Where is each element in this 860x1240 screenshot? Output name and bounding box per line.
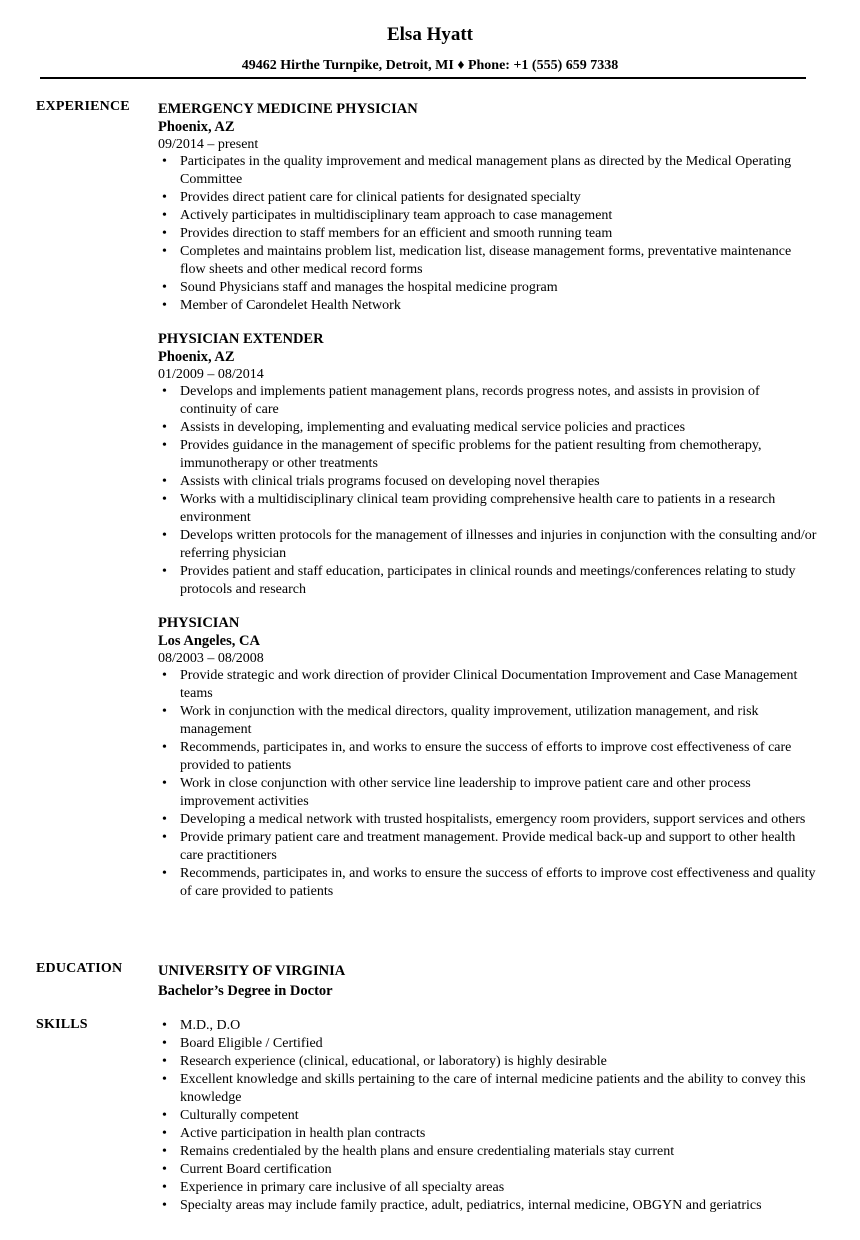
skill-item: • Board Eligible / Certified [158,1035,818,1053]
section-title-education: EDUCATION [36,961,123,976]
job-title: PHYSICIAN [158,615,240,631]
job-bullet-item: • Actively participates in multidisciplinary team approach to case management [158,207,818,225]
education-degree: Bachelor’s Degree in Doctor [158,983,333,999]
job-bullets [158,153,818,315]
section-title-skills: SKILLS [36,1017,88,1032]
job-bullet-item: • Work in conjunction with the medical directors, quality improvement, utilization management, and risk management [158,703,818,739]
job-bullet-item: • Work in close conjunction with other service line leadership to improve patient care and other process improvement activities [158,775,818,811]
job-bullet-item: • Assists with clinical trials programs focused on developing novel therapies [158,473,818,491]
job-bullet-item: • Completes and maintains problem list, medication list, disease management forms, preventative maintenance flow sheets and other medical record forms [158,243,818,279]
candidate-name: Elsa Hyatt [386,24,474,45]
education-entry [158,961,818,1001]
header-divider [40,77,806,79]
skill-item: • Culturally competent [158,1107,818,1125]
job-bullet-item: • Participates in the quality improvement and medical management plans as directed by the Medical Operating Committee [158,153,818,189]
job-dates: 01/2009 – 08/2014 [158,367,264,382]
job-bullet-item: • Sound Physicians staff and manages the hospital medicine program [158,279,818,297]
job-bullet-item: • Member of Carondelet Health Network [158,297,818,315]
skill-item: • Active participation in health plan contracts [158,1125,818,1143]
job-entry [158,99,818,315]
job-entry [158,613,818,901]
job-bullet-item: • Provides guidance in the management of specific problems for the patient resulting from chemotherapy, immunotherapy or other treatments [158,437,818,473]
job-bullet-item: • Provides direction to staff members for an efficient and smooth running team [158,225,818,243]
job-title: EMERGENCY MEDICINE PHYSICIAN [158,101,418,117]
contact-line: 49462 Hirthe Turnpike, Detroit, MI ♦ Phone: +1 (555) 659 7338 [241,58,619,73]
job-location: Phoenix, AZ [158,349,235,365]
skill-item: • Excellent knowledge and skills pertaining to the care of internal medicine patients and the ability to convey this knowledge [158,1071,818,1107]
skill-item: • Current Board certification [158,1161,818,1179]
job-location: Los Angeles, CA [158,633,260,649]
job-bullet-item: • Provide primary patient care and treatment management. Provide medical back-up and support to other health care practitioners [158,829,818,865]
job-bullet-item: • Develops and implements patient management plans, records progress notes, and assists in provision of continuity of care [158,383,818,419]
skills-body [158,1017,818,1215]
job-entry [158,329,818,599]
job-bullet-item: • Provide strategic and work direction of provider Clinical Documentation Improvement and Case Management teams [158,667,818,703]
job-bullet-item: • Recommends, participates in, and works to ensure the success of efforts to improve cost effectiveness of care provided to patients [158,739,818,775]
job-title: PHYSICIAN EXTENDER [158,331,324,347]
job-bullet-item: • Recommends, participates in, and works to ensure the success of efforts to improve cost effectiveness and quality of care provided to patients [158,865,818,901]
section-title-experience: EXPERIENCE [36,99,130,114]
skill-item: • M.D., D.O [158,1017,818,1035]
job-bullets [158,383,818,599]
job-bullet-item: • Develops written protocols for the management of illnesses and injuries in conjunction with the consulting and/or referring physician [158,527,818,563]
job-bullet-item: • Developing a medical network with trusted hospitalists, emergency room providers, support services and others [158,811,818,829]
job-location: Phoenix, AZ [158,119,235,135]
skills-list [158,1017,818,1215]
skill-item: • Remains credentialed by the health plans and ensure credentialing materials stay current [158,1143,818,1161]
experience-list [158,99,818,915]
job-bullet-item: • Provides direct patient care for clinical patients for designated specialty [158,189,818,207]
job-bullets [158,667,818,901]
job-bullet-item: • Provides patient and staff education, participates in clinical rounds and meetings/conferences relating to study protocols and research [158,563,818,599]
job-bullet-item: • Assists in developing, implementing and evaluating medical service policies and practices [158,419,818,437]
skill-item: • Research experience (clinical, educational, or laboratory) is highly desirable [158,1053,818,1071]
skill-item: • Specialty areas may include family practice, adult, pediatrics, internal medicine, OBGYN and geriatrics [158,1197,818,1215]
job-bullet-item: • Works with a multidisciplinary clinical team providing comprehensive health care to patients in a research environment [158,491,818,527]
job-dates: 08/2003 – 08/2008 [158,651,264,666]
job-dates: 09/2014 – present [158,137,259,152]
skill-item: • Experience in primary care inclusive of all specialty areas [158,1179,818,1197]
education-school: UNIVERSITY OF VIRGINIA [158,963,346,979]
